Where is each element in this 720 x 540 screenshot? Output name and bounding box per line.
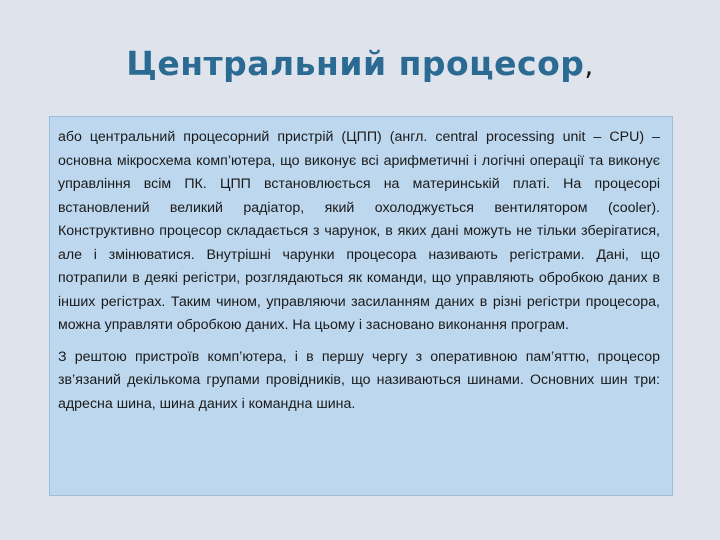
paragraph-definition: або центральний процесорний пристрій (ЦПП) (англ. central processing unit – CPU) – основна мікросхема комп’ютера, що виконує всі арифметичні і логічні операції та виконує управління всім ПК. ЦПП встановлюється на материнській платі. На процесорі встановлений великий радіатор, який охолоджується вентилятором (cooler). Конструктивно процесор складається з чарунок, в яких дані можуть не тільки зберігатися, але і змінюватися. Внутрішні чарунки процесора називають регістрами. Дані, що потрапили в деякі регістри, розглядаються як команди, що управляють обробкою даних в інших регістрах. Таким чином, управляючи засиланням даних в різні регістри процесора, можна управляти обробкою даних. На цьому і засновано виконання програм. [58, 129, 660, 333]
slide-title-comma: , [584, 49, 594, 82]
content-box [49, 116, 673, 496]
slide-title-text: Центральний процесор [126, 44, 585, 83]
paragraph-buses: З рештою пристроїв комп’ютера, і в першу чергу з оперативною пам’яттю, процесор зв’язаний декількома групами провідників, що називаються шинами. Основних шин три: адресна шина, шина даних і командна шина. [58, 348, 660, 412]
slide-title [0, 44, 720, 83]
